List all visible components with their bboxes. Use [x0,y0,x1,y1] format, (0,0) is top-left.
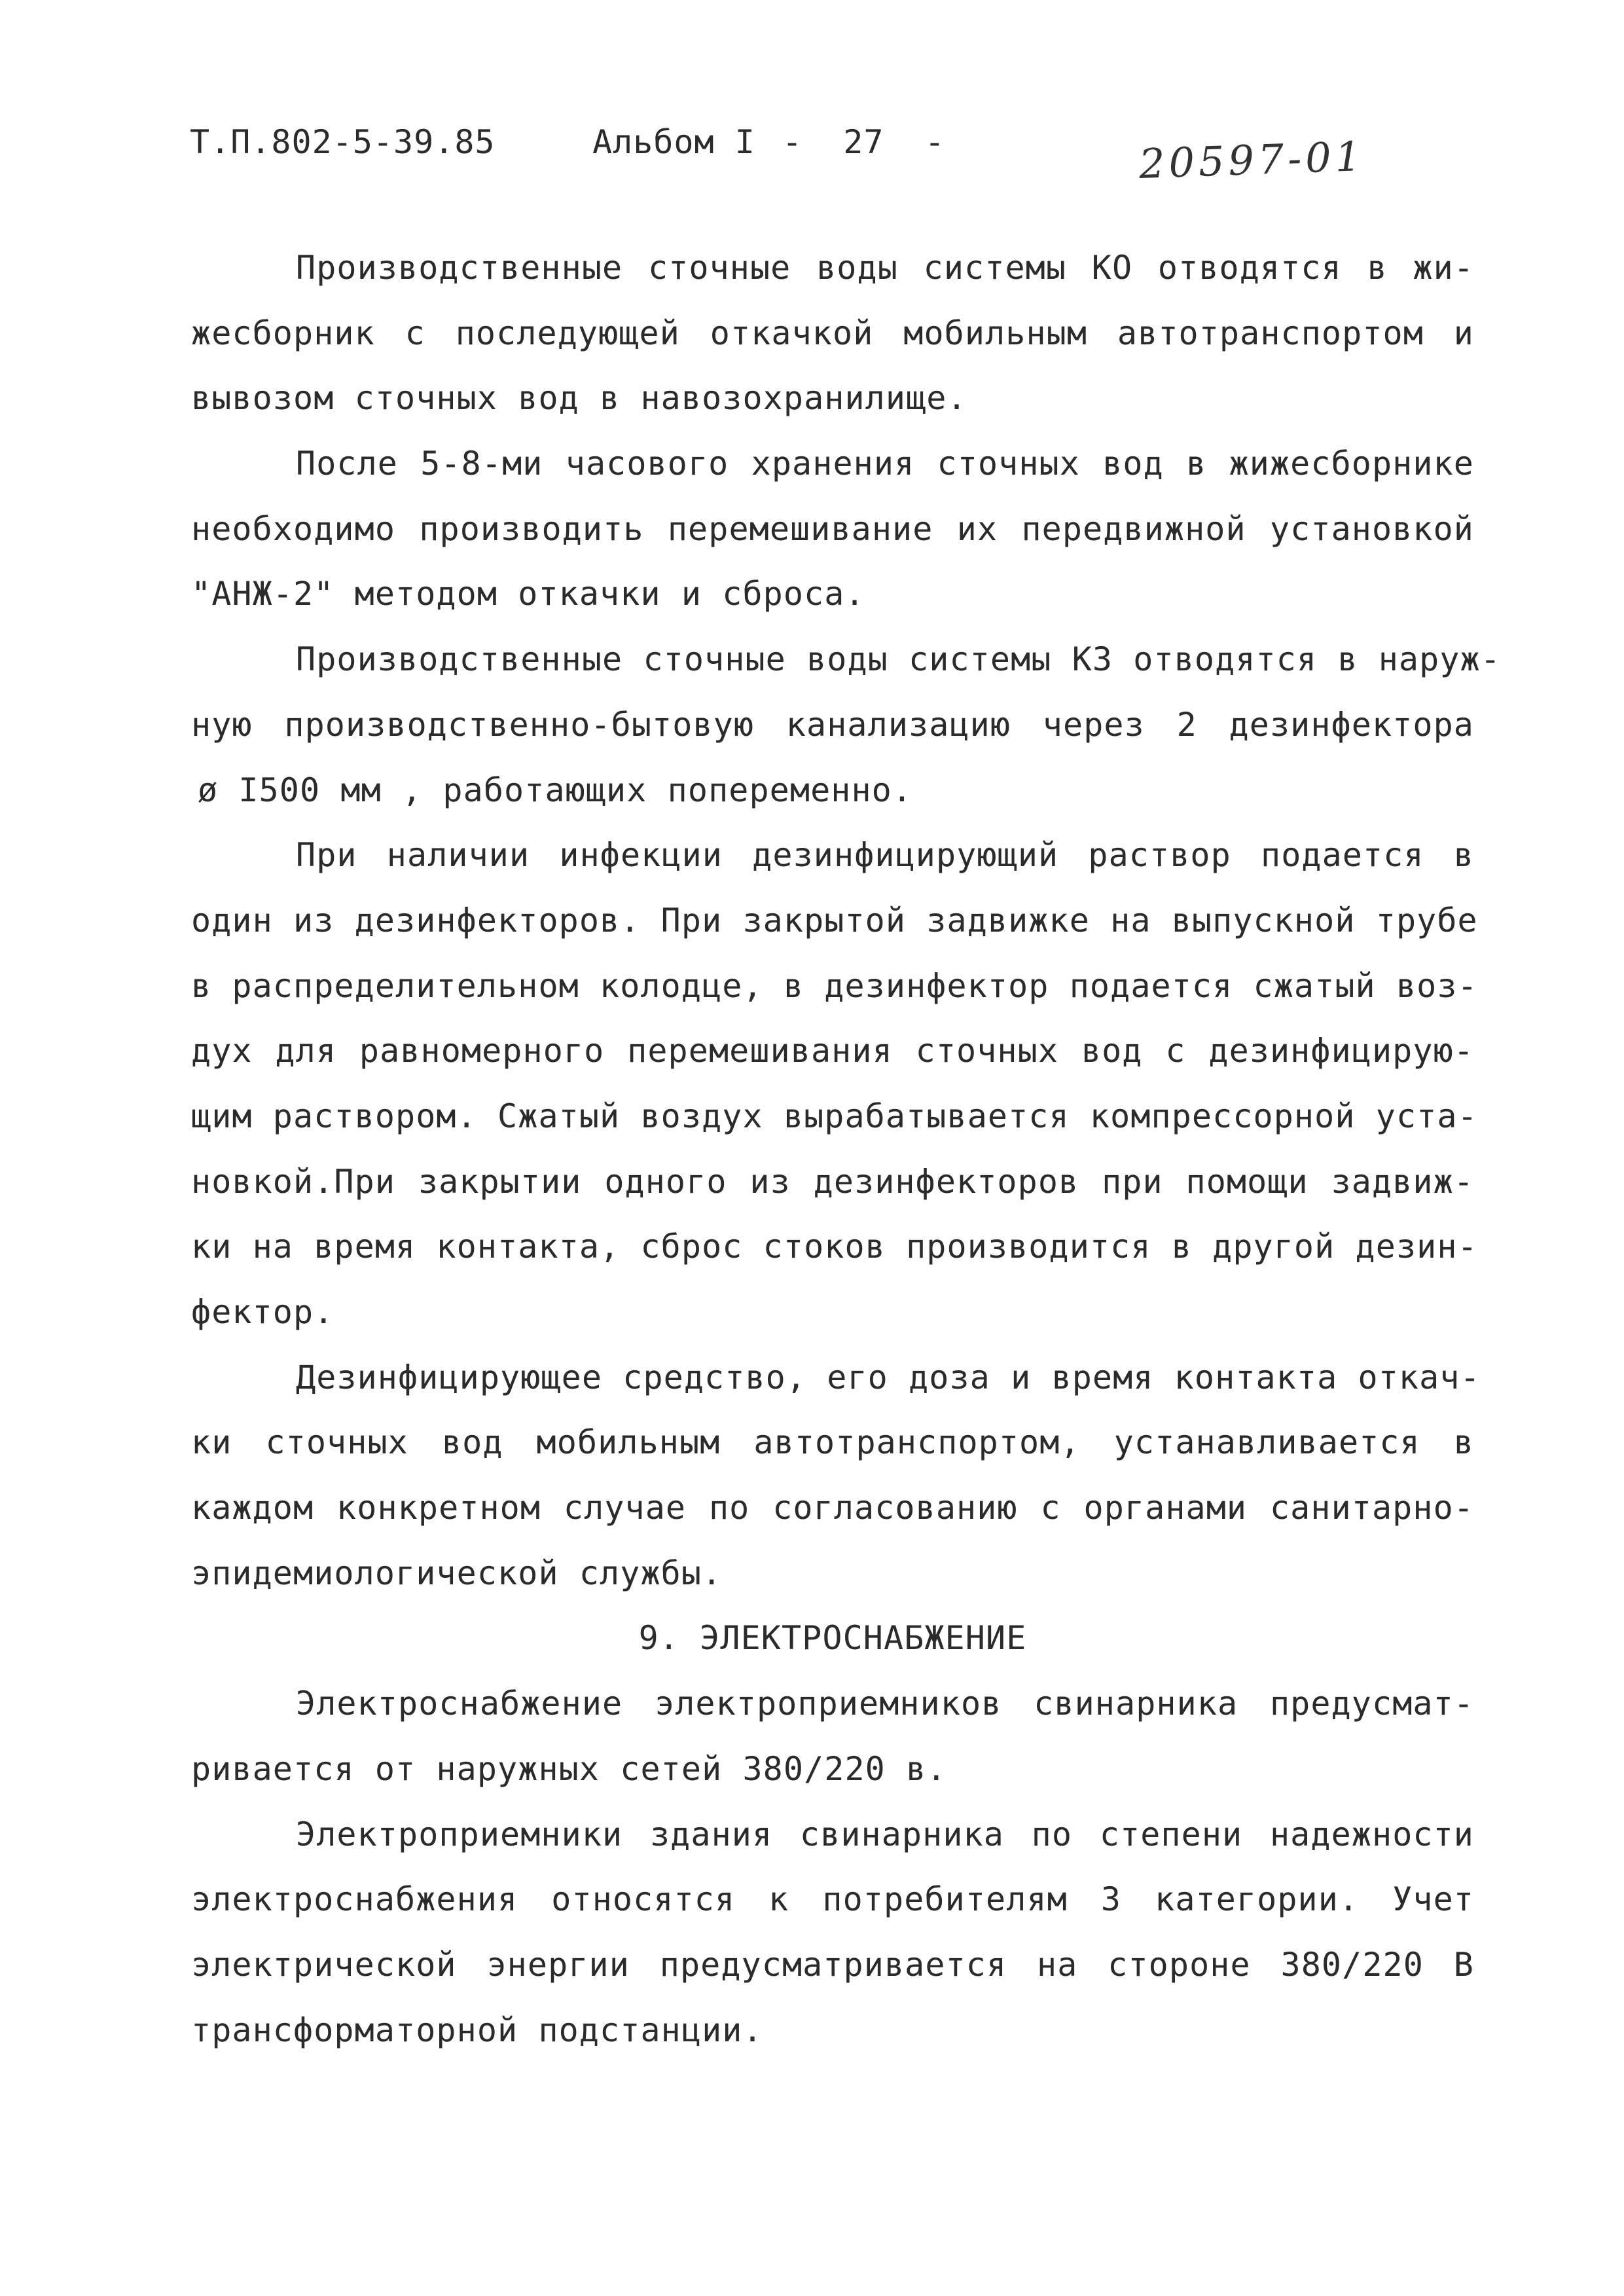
paragraph-line: Производственные сточные воды системы КО отводятся в жи- [296,249,1474,287]
paragraph-line: Электроснабжение электроприемников свинарника предусмат- [296,1685,1474,1723]
paragraph-line: ривается от наружных сетей 380/220 в. [191,1749,947,1788]
paragraph-line: ки на время контакта, сброс стоков производится в другой дезин- [191,1228,1478,1266]
paragraph-line: Производственные сточные воды системы КЗ отводятся в наруж- [296,640,1501,679]
paragraph-line: жесборник с последующей откачкой мобильным автотранспортом и [191,314,1474,352]
paragraph-line: в распределительном колодце, в дезинфектор подается сжатый воз- [191,966,1478,1005]
paragraph-line: Дезинфицирующее средство, его доза и время контакта откач- [296,1358,1481,1396]
paragraph-line: эпидемиологической службы. [191,1554,723,1592]
paragraph-line: При наличии инфекции дезинфицирующий раствор подается в [296,836,1474,875]
paragraph-line: дух для равномерного перемешивания сточных вод с дезинфицирую- [191,1032,1474,1070]
body-text [191,236,1501,2063]
paragraph-line: После 5-8-ми часового хранения сточных вод в жижесборнике [296,445,1474,483]
paragraph-line: "АНЖ-2" методом откачки и сброса. [191,575,865,613]
page-number: - 27 - [782,123,945,161]
paragraph-line: один из дезинфекторов. При закрытой задвижке на выпускной трубе [191,901,1478,939]
paragraph-line: вывозом сточных вод в навозохранилище. [191,379,967,418]
paragraph-line: Электроприемники здания свинарника по степени надежности [296,1815,1474,1853]
paragraph-line: ную производственно-бытовую канализацию через 2 дезинфектора [191,705,1474,744]
section-heading: 9. ЭЛЕКТРОСНАБЖЕНИЕ [638,1619,1027,1658]
paragraph-line: ки сточных вод мобильным автотранспортом, устанавливается в [191,1423,1474,1462]
paragraph-line: фектор. [191,1293,334,1331]
handwritten-number: 20597-01 [1138,132,1366,188]
paragraph-line: ø I500 мм , работающих попеременно. [198,771,913,809]
paragraph-line: щим раствором. Сжатый воздух вырабатывается компрессорной уста- [191,1097,1478,1135]
paragraph-line: каждом конкретном случае по согласованию с органами санитарно- [191,1489,1474,1527]
paragraph-line: электроснабжения относятся к потребителям 3 категории. Учет [191,1880,1474,1919]
document-code: Т.П.802-5-39.85 [190,123,496,161]
paragraph-line: электрической энергии предусматривается на стороне 380/220 В [191,1945,1474,1984]
album-label: Альбом I [592,123,755,161]
paragraph-line: необходимо производить перемешивание их передвижной установкой [191,509,1474,548]
paragraph-line: новкой.При закрытии одного из дезинфекторов при помощи задвиж- [191,1162,1474,1201]
paragraph-line: трансформаторной подстанции. [191,2011,763,2049]
